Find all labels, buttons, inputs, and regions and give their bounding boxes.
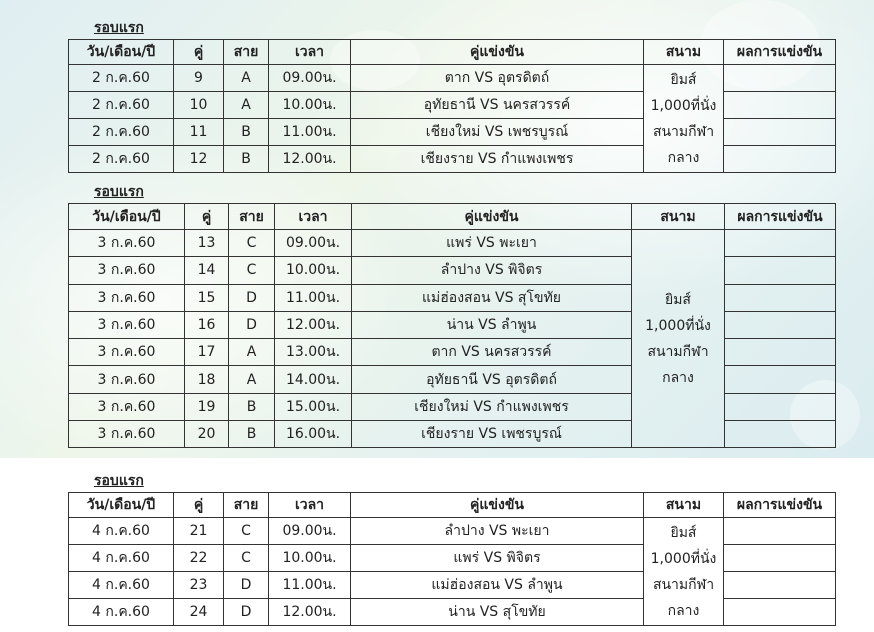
- date-cell: 2 ก.ค.60: [69, 119, 174, 146]
- schedule-table-2: [68, 203, 836, 448]
- date-header: วัน/เดือน/ปี: [69, 204, 185, 230]
- time-cell: 12.00น.: [269, 146, 351, 173]
- time-cell: 14.00น.: [275, 366, 352, 393]
- time-header: เวลา: [269, 40, 351, 65]
- round-caption: รอบแรก: [94, 473, 144, 489]
- header-row: [69, 40, 836, 65]
- date-cell: 2 ก.ค.60: [69, 146, 174, 173]
- venue-line: 1,000ที่นั่ง: [650, 97, 717, 114]
- match-no-cell: 15: [185, 284, 229, 311]
- match-no-cell: 9: [174, 65, 224, 92]
- result-cell: [724, 146, 836, 173]
- table-row: [69, 518, 836, 545]
- schedule-table-3: [68, 492, 836, 626]
- match-cell: ลำปาง VS พิจิตร: [352, 257, 632, 284]
- match-header: คู่แข่งขัน: [351, 40, 644, 65]
- group-cell: B: [229, 393, 275, 420]
- match-cell: เชียงใหม่ VS เพชรบูรณ์: [351, 119, 644, 146]
- result-cell: [725, 230, 836, 257]
- header-row: [69, 493, 836, 518]
- match-cell: น่าน VS ลำพูน: [352, 311, 632, 338]
- venue-header: สนาม: [644, 40, 724, 65]
- match-cell: ตาก VS นครสวรรค์: [352, 339, 632, 366]
- match-no-cell: 20: [185, 421, 229, 448]
- group-cell: A: [224, 92, 269, 119]
- date-header: วัน/เดือน/ปี: [69, 40, 174, 65]
- venue-line: สนามกีฬา: [652, 123, 715, 140]
- date-cell: 2 ก.ค.60: [69, 65, 174, 92]
- venue-cell: [644, 518, 724, 626]
- match-cell: เชียงราย VS กำแพงเพชร: [351, 146, 644, 173]
- time-header: เวลา: [275, 204, 352, 230]
- match-no-cell: 18: [185, 366, 229, 393]
- venue-line: ยิมส์: [670, 524, 697, 541]
- match-cell: แพร่ VS พิจิตร: [351, 545, 644, 572]
- time-cell: 15.00น.: [275, 393, 352, 420]
- result-cell: [724, 65, 836, 92]
- venue-line: 1,000ที่นั่ง: [650, 550, 717, 567]
- group-header: สาย: [224, 493, 269, 518]
- match-cell: เชียงใหม่ VS กำแพงเพชร: [352, 393, 632, 420]
- result-cell: [725, 257, 836, 284]
- group-cell: A: [224, 65, 269, 92]
- time-cell: 10.00น.: [269, 92, 351, 119]
- venue-line: สนามกีฬา: [647, 343, 709, 360]
- table-row: [69, 65, 836, 92]
- date-cell: 4 ก.ค.60: [69, 572, 174, 599]
- group-cell: A: [229, 366, 275, 393]
- time-cell: 09.00น.: [269, 518, 351, 545]
- table-row: [69, 230, 836, 257]
- time-cell: 16.00น.: [275, 421, 352, 448]
- match-no-cell: 16: [185, 311, 229, 338]
- venue-line: 1,000ที่นั่ง: [645, 317, 711, 334]
- header-row: [69, 204, 836, 230]
- group-cell: B: [224, 119, 269, 146]
- match-no-cell: 12: [174, 146, 224, 173]
- date-cell: 3 ก.ค.60: [69, 230, 185, 257]
- result-header: ผลการแข่งขัน: [724, 493, 836, 518]
- match-no-cell: 10: [174, 92, 224, 119]
- match-cell: แพร่ VS พะเยา: [352, 230, 632, 257]
- match-no-header: คู่: [174, 40, 224, 65]
- venue-line: กลาง: [667, 602, 700, 619]
- schedule-table: [68, 492, 836, 626]
- group-cell: D: [229, 284, 275, 311]
- group-cell: A: [229, 339, 275, 366]
- venue-cell: [644, 65, 724, 173]
- match-cell: เชียงราย VS เพชรบูรณ์: [352, 421, 632, 448]
- date-cell: 3 ก.ค.60: [69, 284, 185, 311]
- match-cell: อุทัยธานี VS อุตรดิตถ์: [352, 366, 632, 393]
- group-cell: C: [224, 545, 269, 572]
- time-cell: 11.00น.: [269, 119, 351, 146]
- schedule-table: [68, 39, 836, 173]
- date-header: วัน/เดือน/ปี: [69, 493, 174, 518]
- match-header: คู่แข่งขัน: [351, 493, 644, 518]
- time-cell: 10.00น.: [269, 545, 351, 572]
- match-no-header: คู่: [174, 493, 224, 518]
- time-cell: 11.00น.: [269, 572, 351, 599]
- date-cell: 3 ก.ค.60: [69, 339, 185, 366]
- match-header: คู่แข่งขัน: [352, 204, 632, 230]
- schedule-table-1: [68, 39, 836, 173]
- result-cell: [725, 366, 836, 393]
- result-header: ผลการแข่งขัน: [725, 204, 836, 230]
- result-cell: [724, 518, 836, 545]
- result-cell: [724, 599, 836, 626]
- result-cell: [725, 311, 836, 338]
- result-header: ผลการแข่งขัน: [724, 40, 836, 65]
- match-no-cell: 21: [174, 518, 224, 545]
- group-cell: D: [224, 599, 269, 626]
- time-cell: 12.00น.: [275, 311, 352, 338]
- match-no-cell: 11: [174, 119, 224, 146]
- time-header: เวลา: [269, 493, 351, 518]
- match-no-cell: 19: [185, 393, 229, 420]
- schedule-table: [68, 203, 836, 448]
- date-cell: 4 ก.ค.60: [69, 518, 174, 545]
- match-cell: แม่ฮ่องสอน VS สุโขทัย: [352, 284, 632, 311]
- date-cell: 4 ก.ค.60: [69, 545, 174, 572]
- group-header: สาย: [229, 204, 275, 230]
- result-cell: [724, 119, 836, 146]
- venue-line: กลาง: [662, 369, 694, 386]
- match-no-cell: 17: [185, 339, 229, 366]
- date-cell: 3 ก.ค.60: [69, 257, 185, 284]
- match-no-cell: 13: [185, 230, 229, 257]
- match-no-cell: 24: [174, 599, 224, 626]
- match-cell: ลำปาง VS พะเยา: [351, 518, 644, 545]
- date-cell: 2 ก.ค.60: [69, 92, 174, 119]
- date-cell: 3 ก.ค.60: [69, 421, 185, 448]
- time-cell: 11.00น.: [275, 284, 352, 311]
- time-cell: 09.00น.: [269, 65, 351, 92]
- round-caption: รอบแรก: [94, 184, 144, 200]
- venue-line: กลาง: [667, 149, 700, 166]
- time-cell: 10.00น.: [275, 257, 352, 284]
- result-cell: [724, 92, 836, 119]
- match-no-header: คู่: [185, 204, 229, 230]
- match-cell: แม่ฮ่องสอน VS ลำพูน: [351, 572, 644, 599]
- group-cell: D: [229, 311, 275, 338]
- round-caption: รอบแรก: [94, 20, 144, 36]
- date-cell: 3 ก.ค.60: [69, 393, 185, 420]
- match-no-cell: 22: [174, 545, 224, 572]
- date-cell: 3 ก.ค.60: [69, 366, 185, 393]
- match-cell: ตาก VS อุตรดิตถ์: [351, 65, 644, 92]
- result-cell: [725, 393, 836, 420]
- group-cell: B: [229, 421, 275, 448]
- venue-cell: [632, 230, 725, 448]
- time-cell: 12.00น.: [269, 599, 351, 626]
- result-cell: [725, 421, 836, 448]
- group-header: สาย: [224, 40, 269, 65]
- result-cell: [724, 545, 836, 572]
- group-cell: C: [224, 518, 269, 545]
- venue-line: สนามกีฬา: [652, 576, 715, 593]
- venue-header: สนาม: [644, 493, 724, 518]
- result-cell: [725, 339, 836, 366]
- time-cell: 09.00น.: [275, 230, 352, 257]
- group-cell: B: [224, 146, 269, 173]
- match-no-cell: 14: [185, 257, 229, 284]
- group-cell: D: [224, 572, 269, 599]
- match-cell: น่าน VS สุโขทัย: [351, 599, 644, 626]
- date-cell: 3 ก.ค.60: [69, 311, 185, 338]
- result-cell: [725, 284, 836, 311]
- venue-line: ยิมส์: [670, 71, 697, 88]
- venue-header: สนาม: [632, 204, 725, 230]
- result-cell: [724, 572, 836, 599]
- time-cell: 13.00น.: [275, 339, 352, 366]
- venue-line: ยิมส์: [665, 291, 691, 308]
- date-cell: 4 ก.ค.60: [69, 599, 174, 626]
- group-cell: C: [229, 230, 275, 257]
- match-no-cell: 23: [174, 572, 224, 599]
- group-cell: C: [229, 257, 275, 284]
- match-cell: อุทัยธานี VS นครสวรรค์: [351, 92, 644, 119]
